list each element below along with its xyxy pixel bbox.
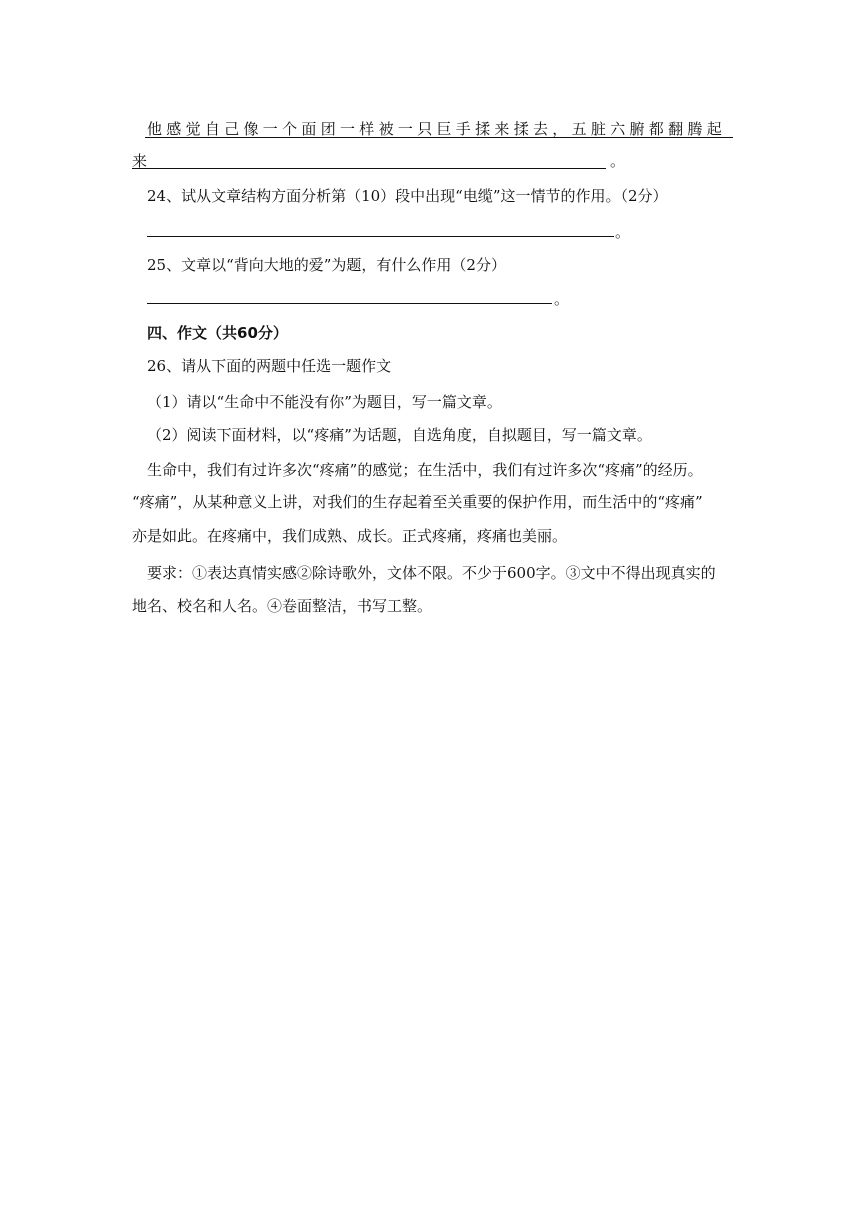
- option-1: （1）请以“生命中不能没有你”为题目，写一篇文章。: [147, 393, 502, 411]
- answer-line-2-end: 。: [610, 152, 626, 170]
- answer-underline-2: [132, 168, 606, 169]
- question-24: 24、试从文章结构方面分析第（10）段中出现“电缆”这一情节的作用。（2分）: [147, 187, 668, 205]
- material-line-3: 亦是如此。在疼痛中，我们成熟、成长。正式疼痛，疼痛也美丽。: [132, 527, 568, 545]
- q24-end: 。: [615, 223, 631, 241]
- question-26: 26、请从下面的两题中任选一题作文: [147, 357, 392, 375]
- answer-line-2-start: 来: [132, 152, 148, 170]
- q24-answer-blank[interactable]: [147, 236, 614, 237]
- section-title-composition: 四、作文（共60分）: [147, 324, 288, 342]
- requirements-line-2: 地名、校名和人名。④卷面整洁，书写工整。: [132, 597, 433, 615]
- q25-answer-blank[interactable]: [147, 303, 552, 304]
- answer-underline-1: [145, 137, 733, 138]
- option-2: （2）阅读下面材料，以“疼痛”为话题，自选角度，自拟题目，写一篇文章。: [147, 426, 652, 444]
- question-25: 25、文章以“背向大地的爱”为题，有什么作用（2分）: [147, 256, 506, 274]
- material-line-1: 生命中，我们有过许多次“疼痛”的感觉；在生活中，我们有过许多次“疼痛”的经历。: [147, 461, 703, 479]
- q25-end: 。: [554, 290, 570, 308]
- material-line-2: “疼痛”，从某种意义上讲，对我们的生存起着至关重要的保护作用，而生活中的“疼痛”: [132, 493, 703, 511]
- requirements-line-1: 要求：①表达真情实感②除诗歌外，文体不限。不少于600字。③文中不得出现真实的: [147, 564, 716, 582]
- answer-line-1: 他感觉自己像一个面团一样被一只巨手揉来揉去，五脏六腑都翻腾起: [147, 120, 727, 138]
